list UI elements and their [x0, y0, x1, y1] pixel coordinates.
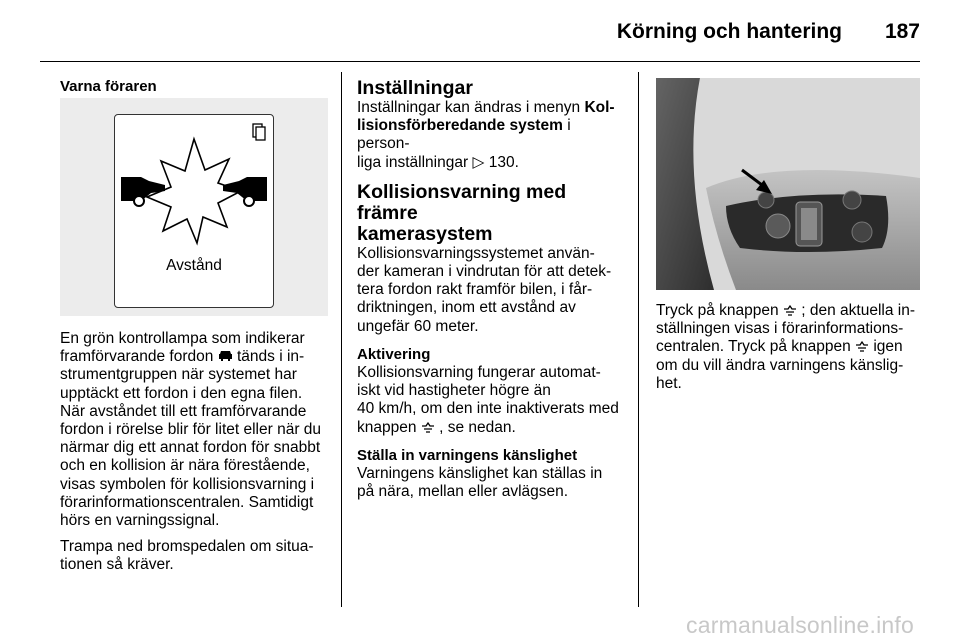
text-line: i person- — [357, 117, 571, 153]
warning-display-figure — [60, 98, 328, 316]
activation-heading: Aktivering — [357, 345, 431, 363]
sensitivity-paragraph — [357, 465, 627, 501]
text-line: visas symbolen för kollisionsvarning i — [60, 475, 315, 493]
column-middle — [357, 78, 627, 501]
settings-heading: Inställningar — [357, 77, 473, 99]
collision-alert-button-icon — [783, 304, 797, 316]
text-line: iskt vid hastigheter högre än — [357, 382, 551, 400]
page-header — [40, 10, 920, 60]
steering-wheel-figure — [656, 78, 920, 290]
steering-wheel-controls-illustration — [656, 78, 920, 290]
header-rule — [40, 61, 920, 62]
text-line: centralen. Tryck på knappen — [656, 338, 851, 356]
text-line: En grön kontrollampa som indikerar — [60, 330, 305, 347]
chapter-title: Körning och hantering — [616, 20, 842, 43]
brake-paragraph — [60, 538, 332, 574]
settings-paragraph — [357, 99, 627, 172]
display-frame — [114, 114, 274, 308]
menu-name-part: lisionsförberedande system — [357, 117, 563, 135]
page-reference-arrow-icon: ▷ — [472, 153, 485, 171]
text-line: Inställningar kan ändras i menyn — [357, 99, 581, 116]
col1-body — [60, 330, 332, 575]
text-line: knappen — [357, 418, 417, 436]
car-right-icon — [223, 177, 267, 206]
text-line: närmar dig ett annat fordon för snabbt — [60, 439, 321, 457]
camera-status-icon — [253, 124, 265, 140]
collision-warning-symbol — [115, 115, 273, 307]
text-line: Kollisionsvarning fungerar automat- — [357, 364, 601, 382]
collision-alert-button-icon — [421, 421, 435, 433]
page-reference: 130. — [488, 153, 519, 171]
text-line: tionen så kräver. — [60, 556, 174, 574]
camera-paragraph — [357, 245, 627, 336]
text-line: tänds i in- — [236, 348, 305, 366]
text-line: Kollisionsvarningssystemet använ- — [357, 244, 595, 262]
distance-label: Avstånd — [166, 257, 222, 274]
text-line: förarinformationscentralen. Samtidigt — [60, 493, 314, 511]
text-line: der kameran i vindrutan för att detek- — [357, 263, 612, 281]
text-line: om du vill ändra varningens känslig- — [656, 356, 904, 374]
watermark[interactable]: carmanualsonline.info — [686, 612, 914, 638]
text-line: När avståndet till ett framförvarande — [60, 402, 307, 420]
column-divider-2 — [638, 72, 639, 607]
text-line: och en kollision är nära förestående, — [60, 457, 310, 475]
text-line: ställningen visas i förarinformations- — [656, 320, 904, 338]
sensitivity-instruction-paragraph — [656, 302, 926, 393]
text-line: fordon i rörelse blir för litet eller när du — [60, 421, 322, 439]
text-line: Tryck på knappen — [656, 302, 779, 319]
section-subheading: Varna föraren — [60, 78, 157, 95]
menu-name-part: Kol- — [584, 99, 615, 116]
text-line: , se nedan. — [439, 418, 516, 436]
text-line: tera fordon rakt framför bilen, i får- — [357, 281, 593, 299]
vehicle-ahead-icon — [218, 350, 233, 362]
camera-heading — [357, 182, 627, 245]
column-divider-1 — [341, 72, 342, 607]
text-line: 40 km/h, om den inte inaktiverats med — [357, 400, 619, 418]
column-right — [656, 302, 926, 393]
text-line: igen — [873, 338, 903, 356]
column-left — [60, 78, 330, 96]
text-line: ungefär 60 meter. — [357, 317, 479, 335]
text-line: strumentgruppen när systemet har — [60, 366, 297, 384]
text-line: het. — [656, 374, 682, 392]
text-line: upptäckt ett fordon i den egna filen. — [60, 384, 303, 402]
sensitivity-heading: Ställa in varningens känslighet — [357, 446, 578, 464]
text-line: ; den aktuella in- — [801, 302, 916, 319]
heading-line: kamerasystem — [357, 222, 493, 245]
collision-alert-button-icon — [855, 340, 869, 352]
indicator-paragraph — [60, 330, 332, 530]
text-line: Varningens känslighet kan ställas in — [357, 465, 603, 483]
text-line: framförvarande fordon — [60, 348, 214, 366]
heading-line: Kollisionsvarning med främre — [357, 180, 567, 224]
text-line: driktningen, inom ett avstånd av — [357, 299, 576, 317]
text-line: liga inställningar — [357, 153, 469, 171]
page-number: 187 — [884, 20, 920, 43]
text-line: hörs en varningssignal. — [60, 512, 220, 530]
text-line: Trampa ned bromspedalen om situa- — [60, 538, 314, 556]
text-line: på nära, mellan eller avlägsen. — [357, 483, 569, 501]
activation-paragraph — [357, 364, 627, 437]
